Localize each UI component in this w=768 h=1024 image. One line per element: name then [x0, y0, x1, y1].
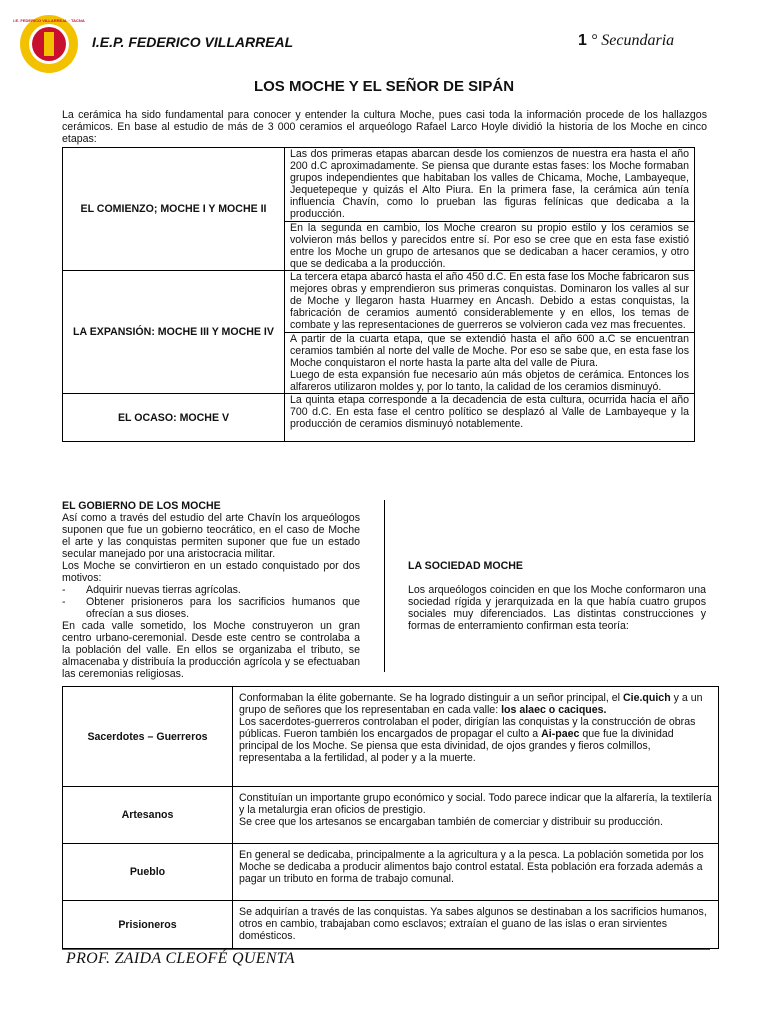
group-text: que fue la divinidad principal de los Moche. Se piensa que esta divinidad, de ojos grandes y fieros colmillos, representaba a la fertilidad, al poder y a la muerte. [239, 728, 674, 764]
intro-paragraph: La cerámica ha sido fundamental para conocer y entender la cultura Moche, pues casi toda la información procede de los hallazgos cerámicos. En base al estudio de más de 3 000 ceramios el arqueólogo Rafael Larco Hoyle dividió la historia de los Moche en cinco etapas: [62, 109, 707, 145]
group-name: Artesanos [63, 787, 233, 844]
list-item-text: Adquirir nuevas tierras agrícolas. [86, 584, 241, 596]
stage-paragraph: A partir de la cuarta etapa, que se extendió hasta el año 600 a.C se encuentran ceramios también al norte del valle de Moche. Por eso se sabe que, en esta fase los Moche conquistaron el norte hasta la parte alta del valle de Piura. [285, 332, 694, 369]
grade-label [578, 32, 675, 49]
group-text: y a un grupo de señores que los representaban en cada valle: [239, 692, 703, 716]
government-column [62, 500, 360, 680]
logo-text: I.E. FEDERICO VILLARREAL · TACNA [13, 18, 85, 23]
group-description: En general se dedicaba, principalmente a la agricultura y a la pesca. La población sometida por los Moche se dedicaba a producir alimentos bajo control estatal. Esta población era forzada además a pagar un tributo en forma de trabajo comunal. [233, 844, 719, 901]
school-name: I.E.P. FEDERICO VILLARREAL [92, 34, 294, 50]
teacher-name: PROF. ZAIDA CLEOFÉ QUENTA [66, 950, 295, 967]
list-item-text: Obtener prisioneros para los sacrificios humanos que ofrecían a sus dioses. [86, 596, 360, 620]
group-description [233, 687, 719, 787]
table-row [63, 687, 719, 787]
stage-name: EL OCASO: MOCHE V [63, 394, 285, 442]
group-name: Sacerdotes – Guerreros [63, 687, 233, 787]
stages-table [62, 147, 695, 442]
government-paragraph: Así como a través del estudio del arte Chavín los arqueólogos suponen que fue un gobierno teocrático, en el caso de Moche el arte y las conquistas permiten suponer que fue un estado secular manejado por una aristocracia militar. [62, 512, 360, 560]
government-heading: EL GOBIERNO DE LOS MOCHE [62, 500, 221, 512]
table-row [63, 844, 719, 901]
government-paragraph: En cada valle sometido, los Moche construyeron un gran centro urbano-ceremonial. Desde este centro se controlaba a la población del valle. En ellos se organizaba el tributo, se almacenaba y distribuía la producción agrícola y se efectuaban las ceremonias religiosas. [62, 620, 360, 680]
group-description [233, 787, 719, 844]
group-text: Conformaban la élite gobernante. Se ha logrado distinguir a un señor principal, el [239, 692, 623, 704]
stage-paragraph: La quinta etapa corresponde a la decadencia de esta cultura, ocurrida hacia el año 700 d.C. En esta fase el centro político se desplazó al Valle de Lambayeque y la producción de ceramios disminuyó notablemente. [290, 394, 689, 430]
government-paragraph: Los Moche se convirtieron en un estado conquistado por dos motivos: [62, 560, 360, 584]
stage-name: LA EXPANSIÓN: MOCHE III Y MOCHE IV [63, 271, 285, 394]
group-name: Prisioneros [63, 901, 233, 949]
table-row [63, 901, 719, 949]
group-name: Pueblo [63, 844, 233, 901]
list-item: - Adquirir nuevas tierras agrícolas. [62, 584, 241, 596]
table-row [63, 148, 695, 271]
stage-paragraph: Luego de esta expansión fue necesario aún más objetos de cerámica. Entonces los alfareros utilizaron moldes y, por lo tanto, la calidad de los ceramios disminuyó. [290, 369, 689, 393]
group-text-bold: los alaec o caciques. [501, 704, 607, 716]
group-text-bold: Cie.quich [622, 692, 671, 704]
list-item: - Obtener prisioneros para los sacrificios humanos que ofrecían a sus dioses. [62, 596, 360, 620]
grade-number: 1 [578, 32, 587, 49]
page-title: LOS MOCHE Y EL SEÑOR DE SIPÁN [253, 78, 515, 95]
group-text: Los sacerdotes-guerreros controlaban el poder, dirigían las conquistas y la construcción de obras públicas. Fueron también los encargados de propagar el culto a [239, 716, 696, 740]
group-text: Se cree que los artesanos se encargaban también de comerciar y distribuir su producción. [239, 816, 663, 828]
society-paragraph: Los arqueólogos coinciden en que los Moche conformaron una sociedad rígida y jerarquizada en la que había cuatro grupos sociales muy diferenciados. Las distintas construcciones y formas de enterramiento confirman esta teoría: [408, 584, 706, 632]
stage-description [285, 271, 695, 394]
stage-name: EL COMIENZO; MOCHE I Y MOCHE II [63, 148, 285, 271]
group-description: Se adquirían a través de las conquistas. Ya sabes algunos se destinaban a los sacrificios humanos, otros en cambio, trabajaban como esclavos; extraían el guano de las islas o eran sirvientes domésticos. [233, 901, 719, 949]
stage-paragraph: En la segunda en cambio, los Moche crearon su propio estilo y los ceramios se volvieron más bellos y parecidos entre sí. Por eso se cree que en esta fase existió entre los Moche un grupo de artesanos que se dedicaban a hacer ceramios, y otro que se dedicaba a la producción. [285, 221, 694, 270]
table-row [63, 271, 695, 394]
group-text-bold: Ai-paec [541, 728, 580, 740]
social-groups-table [62, 686, 719, 949]
stage-description [285, 148, 695, 271]
table-row [63, 394, 695, 442]
table-row [63, 787, 719, 844]
school-logo [13, 14, 85, 74]
grade-text: ° Secundaria [590, 32, 675, 49]
group-text: Constituían un importante grupo económico y social. Todo parece indicar que la alfarería, la textilería y la metalurgia eran oficios de prestigio. [239, 792, 712, 816]
column-divider [384, 500, 385, 672]
society-column [408, 500, 706, 632]
stage-paragraph: Las dos primeras etapas abarcan desde los comienzos de nuestra era hasta el año 200 d.C aproximadamente. Se piensa que durante estas fases: los Moche formaban grupos independientes que habitaban los valles de Chicama, Moche, Lambayeque, Jequetepeque y quizás el Alto Piura. En la primera fase, la cerámica aún tenía influencia Chavín, como lo prueban las figuras felínicas que dedicaba a la producción. [290, 148, 689, 220]
stage-description [285, 394, 695, 442]
society-heading: LA SOCIEDAD MOCHE [408, 560, 523, 572]
stage-paragraph: La tercera etapa abarcó hasta el año 450 d.C. En esta fase los Moche fabricaron sus mejores obras y emprendieron sus primeras conquistas. Dominaron los valles al sur de Moche y llegaron hasta Huarmey en Ancash. Debido a estas conquistas, la fabricación de ceramios aumentó considerablemente y en ellos, los temas de combate y las representaciones de guerreros se volvieron cada vez mas frecuentes. [290, 271, 689, 331]
